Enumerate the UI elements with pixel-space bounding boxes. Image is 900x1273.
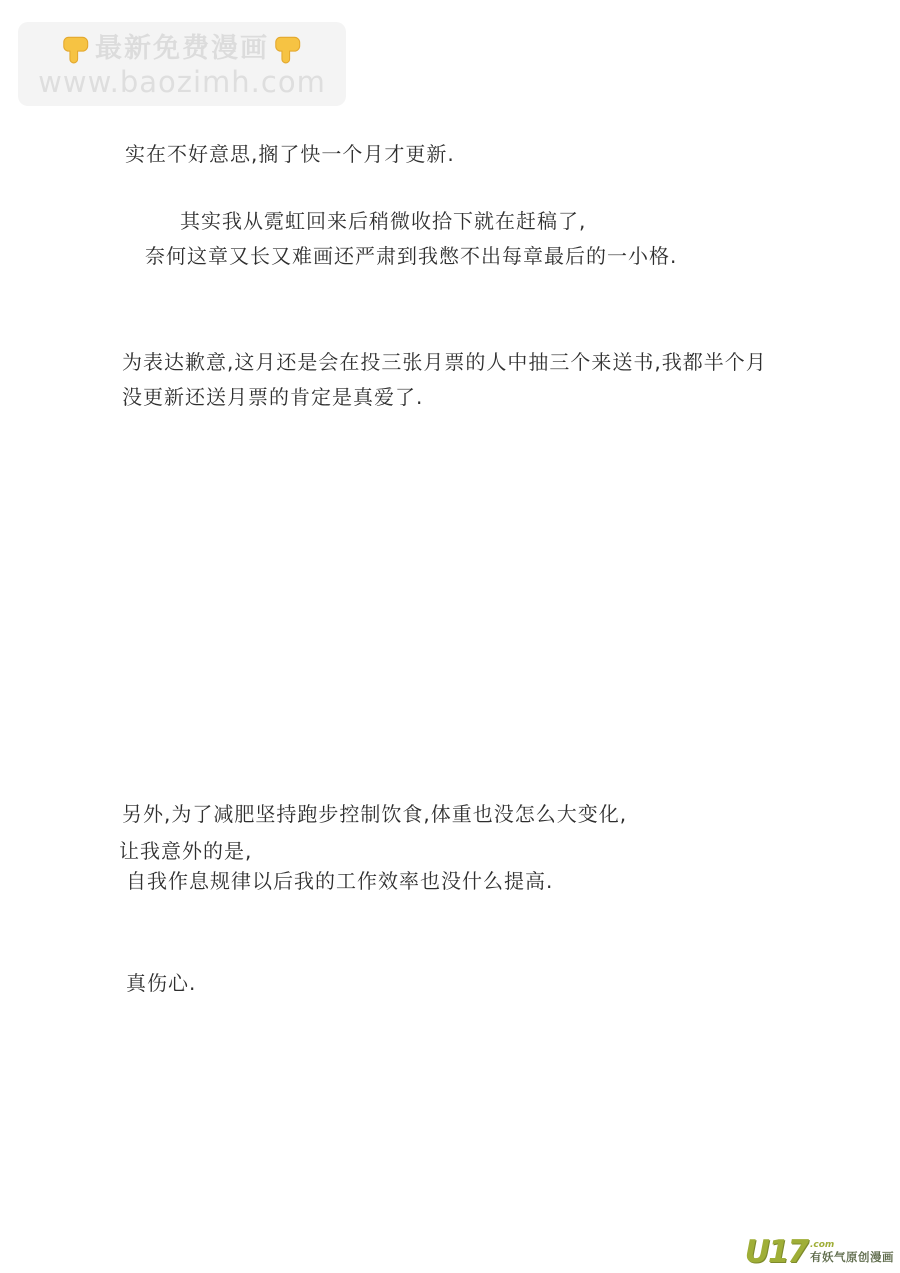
point-down-icon (59, 32, 93, 66)
u17-logo-text: U17 (744, 1234, 807, 1270)
note-line: 奈何这章又长又难画还严肃到我憋不出每章最后的一小格. (145, 244, 678, 268)
note-line: 为表达歉意,这月还是会在投三张月票的人中抽三个来送书,我都半个月 (122, 350, 767, 374)
watermark-url: www.baozimh.com (38, 64, 326, 99)
note-line: 其实我从霓虹回来后稍微收拾下就在赶稿了, (180, 209, 587, 233)
logo-tagline: 有妖气原创漫画 (810, 1250, 894, 1264)
watermark-title: 最新免费漫画 (95, 33, 269, 64)
note-line: 自我作息规律以后我的工作效率也没什么提高. (126, 869, 554, 893)
point-down-icon (271, 32, 305, 66)
note-line: 另外,为了减肥坚持跑步控制饮食,体重也没怎么大变化, (122, 802, 628, 826)
note-line: 真伤心. (126, 971, 197, 995)
note-line: 没更新还送月票的肯定是真爱了. (122, 385, 424, 409)
publisher-logo (744, 1234, 894, 1270)
note-line: 实在不好意思,搁了快一个月才更新. (125, 142, 455, 166)
logo-domain: .com (810, 1240, 835, 1250)
watermark-banner (18, 22, 346, 106)
note-line: 让我意外的是, (119, 839, 253, 863)
watermark-banner-row (59, 32, 305, 66)
logo-right-column (810, 1237, 894, 1264)
